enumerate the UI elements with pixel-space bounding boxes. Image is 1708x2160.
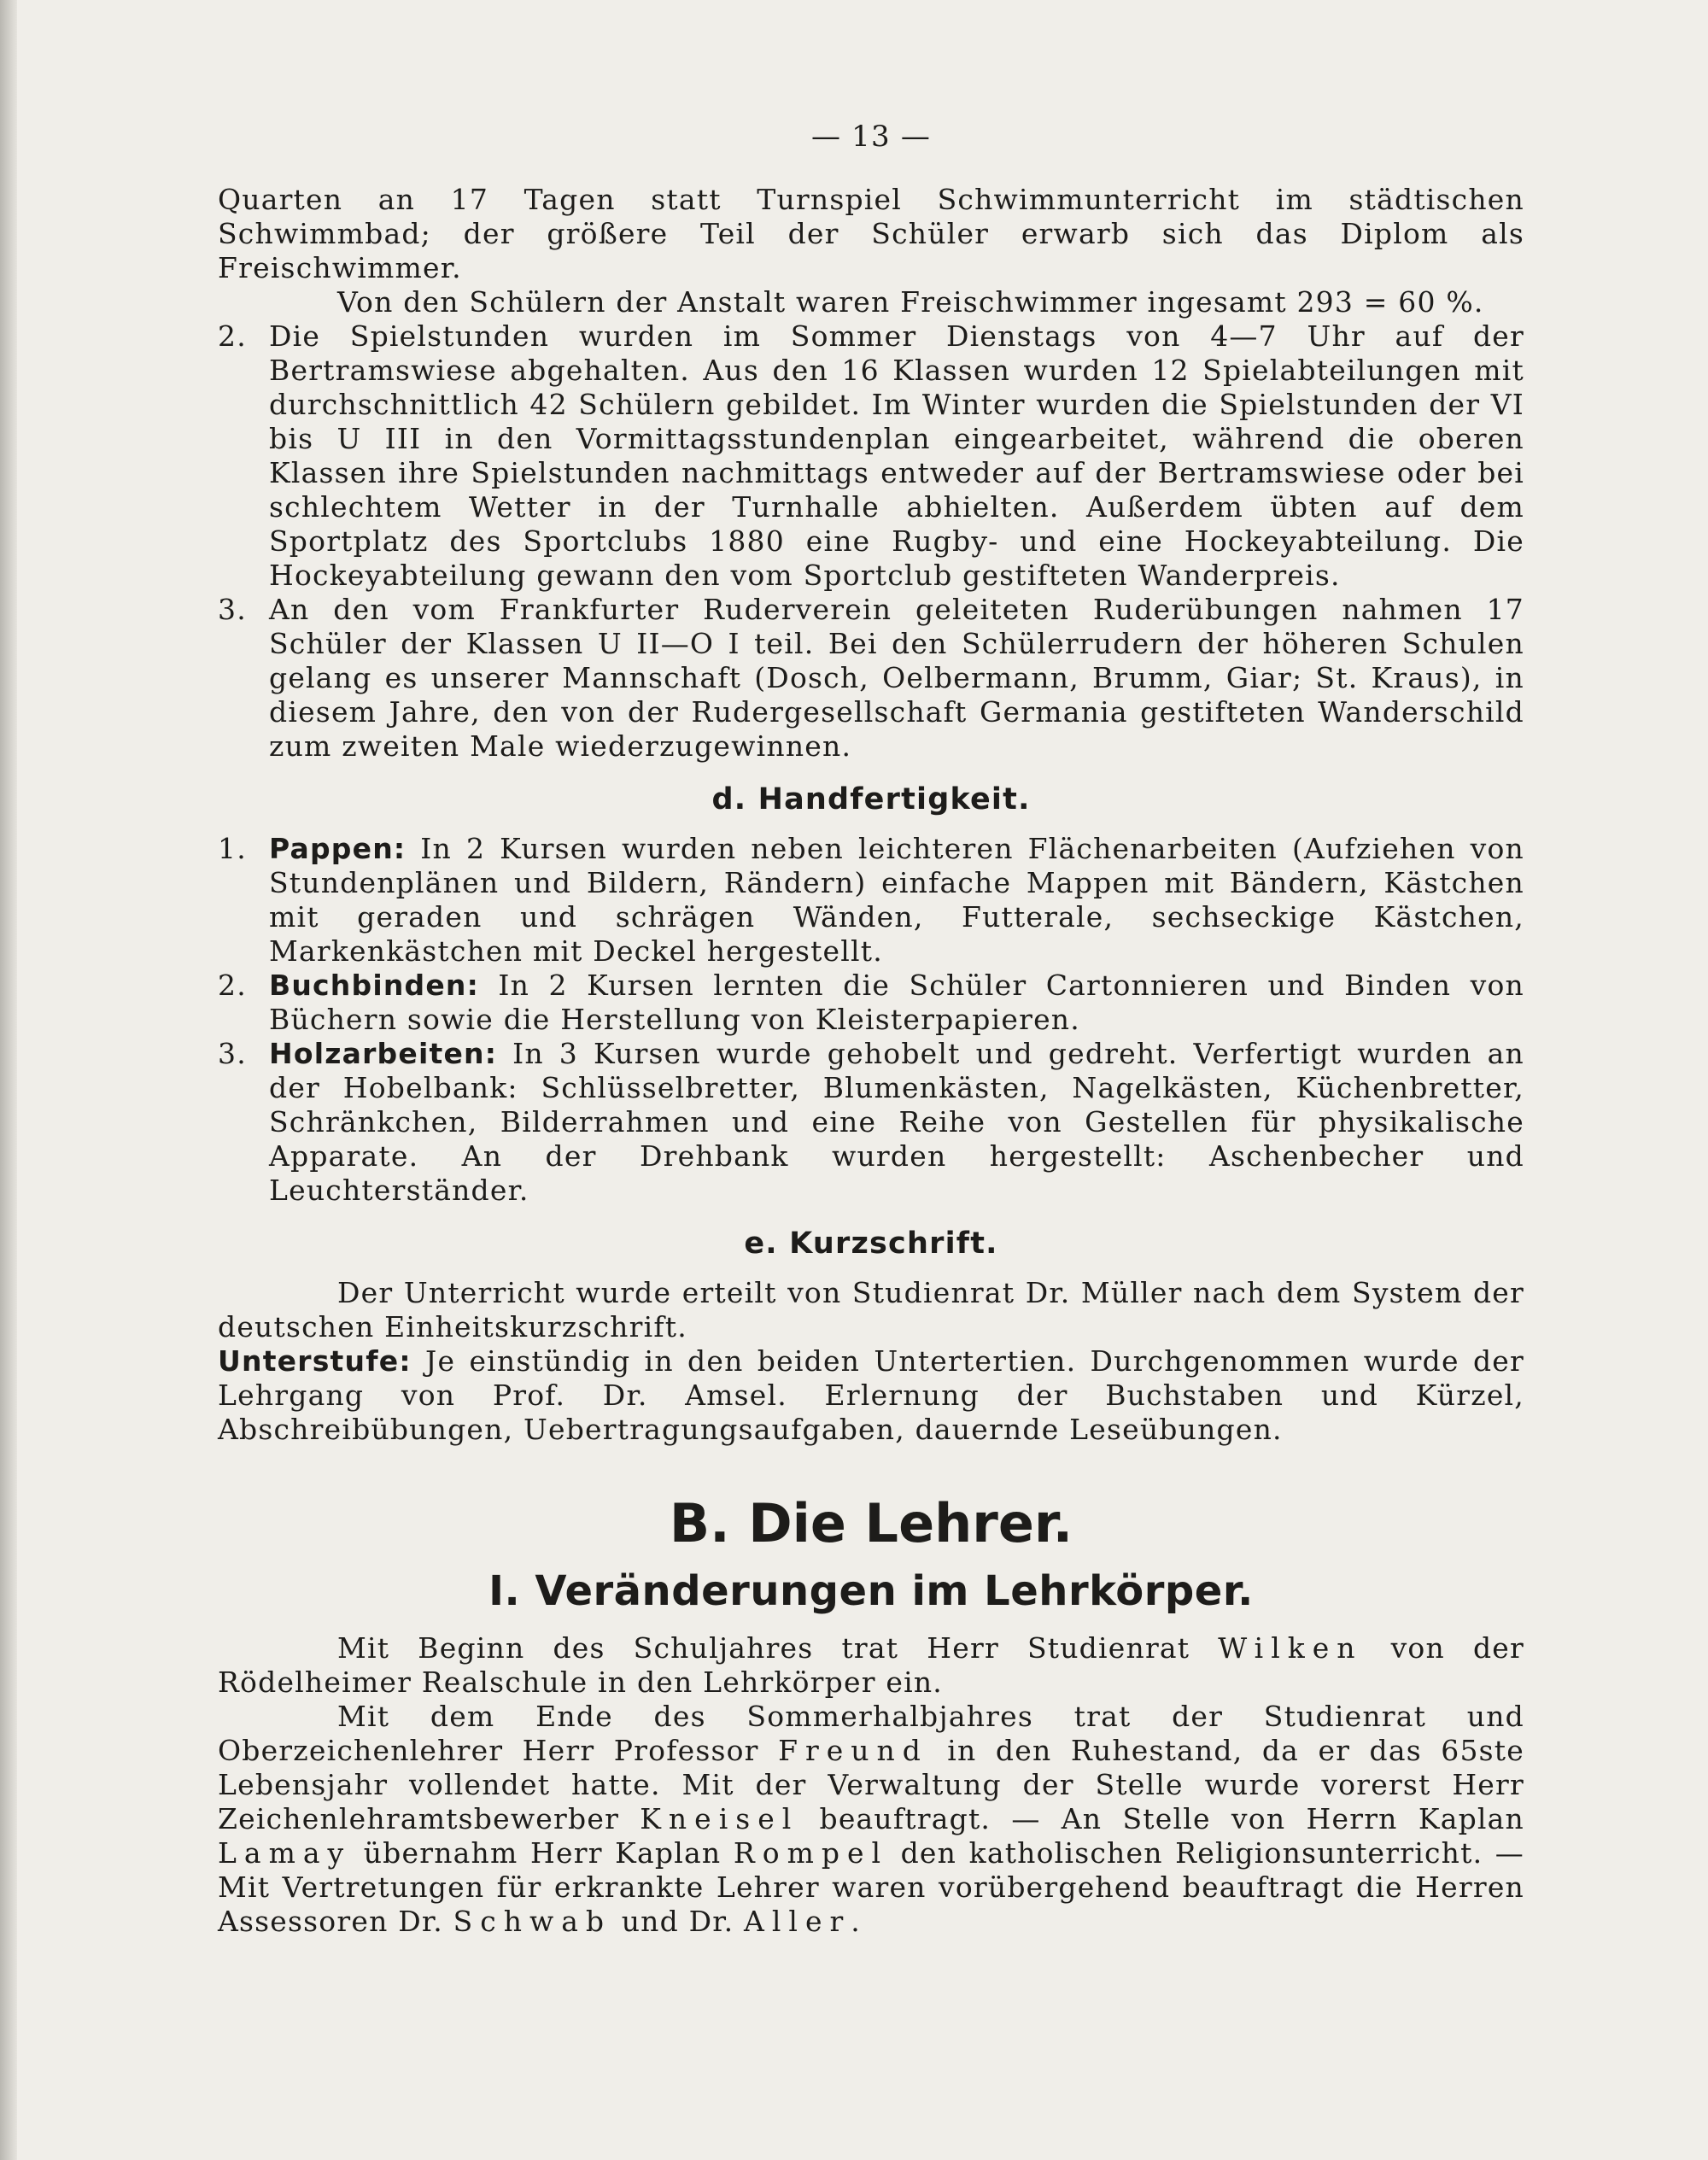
list-text: Die Spielstunden wurden im Sommer Dienstags von 4—7 Uhr auf der Bertramswiese abgehalten. Aus den 16 Klassen wurden 12 Spielabteilungen mit durchschnittlich 42 Schülern gebildet. Im Winter wurden die Spielstunden der VI bis U III in den Vormittagsstundenplan eingearbeitet, während die oberen Klassen ihre Spielstunden nachmittags entweder auf der Bertramswiese oder bei schlechtem Wetter in der Turnhalle abhielten. Außerdem übten auf dem Sportplatz des Sportclubs 1880 eine Rugby- und eine Hockeyabteilung. Die Hockeyabteilung gewann den vom Sportclub gestifteten Wanderpreis.: [269, 319, 1524, 592]
name-wilken: Wilken: [1218, 1631, 1363, 1665]
list-item-rowing: [218, 593, 1524, 764]
list-item-games: [218, 319, 1524, 593]
paragraph-unterstufe: Unterstufe: Je einstündig in den beiden Untertertien. Durchgenommen wurde der Lehrgang von Prof. Dr. Amsel. Erlernung der Buchstaben und Kürzel, Abschreibübungen, Uebertragungsaufgaben, dauernde Leseübungen.: [218, 1344, 1524, 1446]
list-text: An den vom Frankfurter Ruderverein geleiteten Ruderübungen nahmen 17 Schüler der Klassen U II—O I teil. Bei den Schülerrudern der höheren Schulen gelang es unserer Mannschaft (Dosch, Oelbermann, Brumm, Giar; St. Kraus), in diesem Jahre, den von der Rudergesellschaft Germania gestifteten Wanderschild zum zweiten Male wiederzugewinnen.: [269, 593, 1524, 763]
list-number: 2.: [218, 319, 247, 353]
list-term: Buchbinden:: [269, 969, 480, 1002]
paragraph-kurzschrift: Der Unterricht wurde erteilt von Studienrat Dr. Müller nach dem System der deutschen Einheitskurzschrift.: [218, 1276, 1524, 1343]
list-item-buchbinden: [218, 969, 1524, 1037]
list-text: In 2 Kursen lernten die Schüler Cartonnieren und Binden von Büchern sowie die Herstellung von Kleisterpapieren.: [269, 969, 1524, 1036]
chapter-heading: B. Die Lehrer.: [669, 1492, 1073, 1554]
list-term: Pappen:: [269, 832, 407, 865]
paragraph-swimming: Quarten an 17 Tagen statt Turnspiel Schwimmunterricht im städtischen Schwimmbad; der größere Teil der Schüler erwarb sich das Diplom als Freischwimmer.: [218, 183, 1524, 284]
list-item-pappen: [218, 832, 1524, 969]
list-number: 2.: [218, 969, 247, 1002]
page-number: — 13 —: [810, 120, 932, 154]
list-text: In 3 Kursen wurde gehobelt und gedreht. Verfertigt wurden an der Hobelbank: Schlüsselbretter, Blumenkästen, Nagelkästen, Küchenbretter, Schränkchen, Bilderrahmen und eine Reihe von Gestellen für physikalische Apparate. An der Drehbank wurden hergestellt: Aschenbecher und Leuchterständer.: [269, 1037, 1524, 1207]
section-heading-kurzschrift: e. Kurzschrift.: [744, 1226, 998, 1261]
paragraph-changes: Mit dem Ende des Sommerhalbjahres trat der Studienrat und Oberzeichenlehrer Herr Professor Freund in den Ruhestand, da er das 65ste Lebensjahr vollendet hatte. Mit der Verwaltung der Stelle wurde vorerst Herr Zeichenlehramtsbewerber Kneisel beauftragt. — An Stelle von Herrn Kaplan Lamay übernahm Herr Kaplan Rompel den katholischen Religionsunterricht. — Mit Vertretungen für erkrankte Lehrer waren vorübergehend beauftragt die Herren Assessoren Dr. Schwab und Dr. Aller.: [218, 1700, 1525, 1938]
list-number: 1.: [218, 832, 247, 865]
name-schwab: Schwab: [453, 1905, 611, 1938]
paragraph-freeswimmers: Von den Schülern der Anstalt waren Freischwimmer ingesamt 293 = 60 %.: [337, 285, 1484, 319]
list-text: In 2 Kursen wurden neben leichteren Flächenarbeiten (Aufziehen von Stundenplänen und Bildern, Rändern) einfache Mappen mit Bändern, Kästchen mit geraden und schrägen Wänden, Futterale, sechseckige Kästchen, Markenkästchen mit Deckel hergestellt.: [269, 832, 1524, 968]
name-rompel: Rompel: [733, 1836, 889, 1870]
page-content: [218, 120, 1524, 1939]
name-lamay: Lamay: [218, 1836, 352, 1870]
list-number: 3.: [218, 1037, 247, 1070]
paragraph-wilken: Mit Beginn des Schuljahres trat Herr Studienrat Wilken von der Rödelheimer Realschule in den Lehrkörper ein.: [218, 1631, 1524, 1699]
list-number: 3.: [218, 593, 247, 626]
unterstufe-term: Unterstufe:: [218, 1344, 412, 1378]
page-edge-shadow: [0, 0, 17, 2160]
name-freund: Freund: [778, 1734, 928, 1767]
list-item-holzarbeiten: [218, 1037, 1524, 1208]
list-term: Holzarbeiten:: [269, 1037, 498, 1070]
section-heading-handfertigkeit: d. Handfertigkeit.: [711, 782, 1031, 817]
name-kneisel: Kneisel: [640, 1802, 799, 1835]
name-aller: Aller: [744, 1905, 851, 1938]
subchapter-heading: I. Veränderungen im Lehrkörper.: [488, 1567, 1254, 1615]
